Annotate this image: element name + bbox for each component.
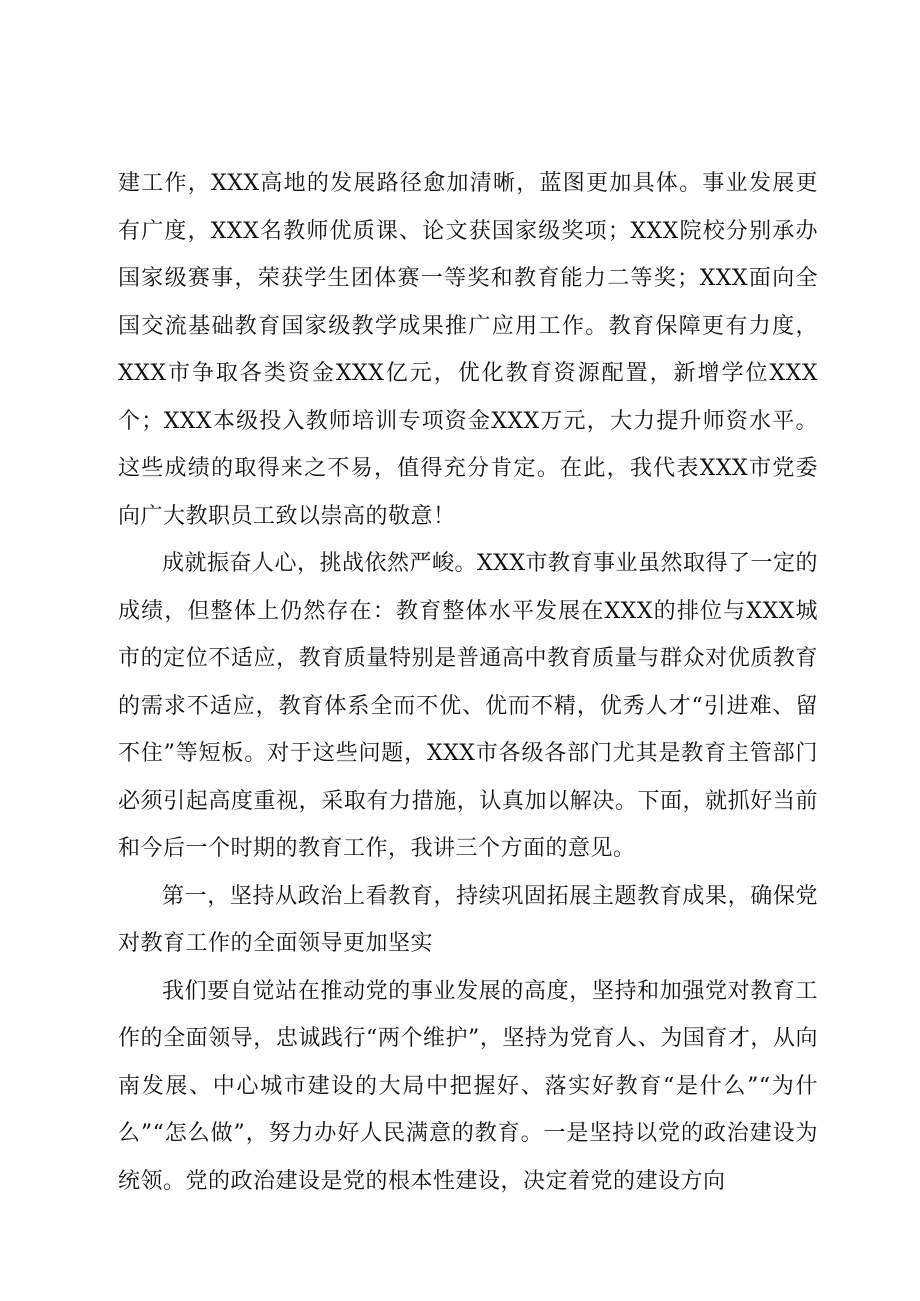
document-body [118, 160, 818, 1205]
paragraph-3: 我们要自觉站在推动党的事业发展的高度，坚持和加强党对教育工作的全面领导，忠诚践行“两个维护”，坚持为党育人、为国育才，从向南发展、中心城市建设的大局中把握好、落实好教育“是什么”“为什么”“怎么做”，努力办好人民满意的教育。一是坚持以党的政治建设为统领。党的政治建设是党的根本性建设，决定着党的建设方向 [118, 978, 818, 1194]
paragraph-1: 建工作，XXX高地的发展路径愈加清晰，蓝图更加具体。事业发展更有广度，XXX名教师优质课、论文获国家级奖项；XXX院校分别承办国家级赛事，荣获学生团体赛一等奖和教育能力二等奖；XXX面向全国交流基础教育国家级教学成果推广应用工作。教育保障更有力度，XXX市争取各类资金XXX亿元，优化教育资源配置，新增学位XXX个；XXX本级投入教师培训专项资金XXX万元，大力提升师资水平。这些成绩的取得来之不易，值得充分肯定。在此，我代表XXX市党委向广大教职员工致以崇高的敬意！ [118, 171, 818, 529]
paragraph-2: 成就振奋人心，挑战依然严峻。XXX市教育事业虽然取得了一定的成绩，但整体上仍然存在：教育整体水平发展在XXX的排位与XXX城市的定位不适应，教育质量特别是普通高中教育质量与群众对优质教育的需求不适应，教育体系全而不优、优而不精，优秀人才“引进难、留不住”等短板。对于这些问题，XXX市各级各部门尤其是教育主管部门必须引起高度重视，采取有力措施，认真加以解决。下面，就抓好当前和今后一个时期的教育工作，我讲三个方面的意见。 [118, 551, 818, 861]
section-heading-1: 第一，坚持从政治上看教育，持续巩固拓展主题教育成果，确保党对教育工作的全面领导更加坚实 [118, 883, 818, 956]
